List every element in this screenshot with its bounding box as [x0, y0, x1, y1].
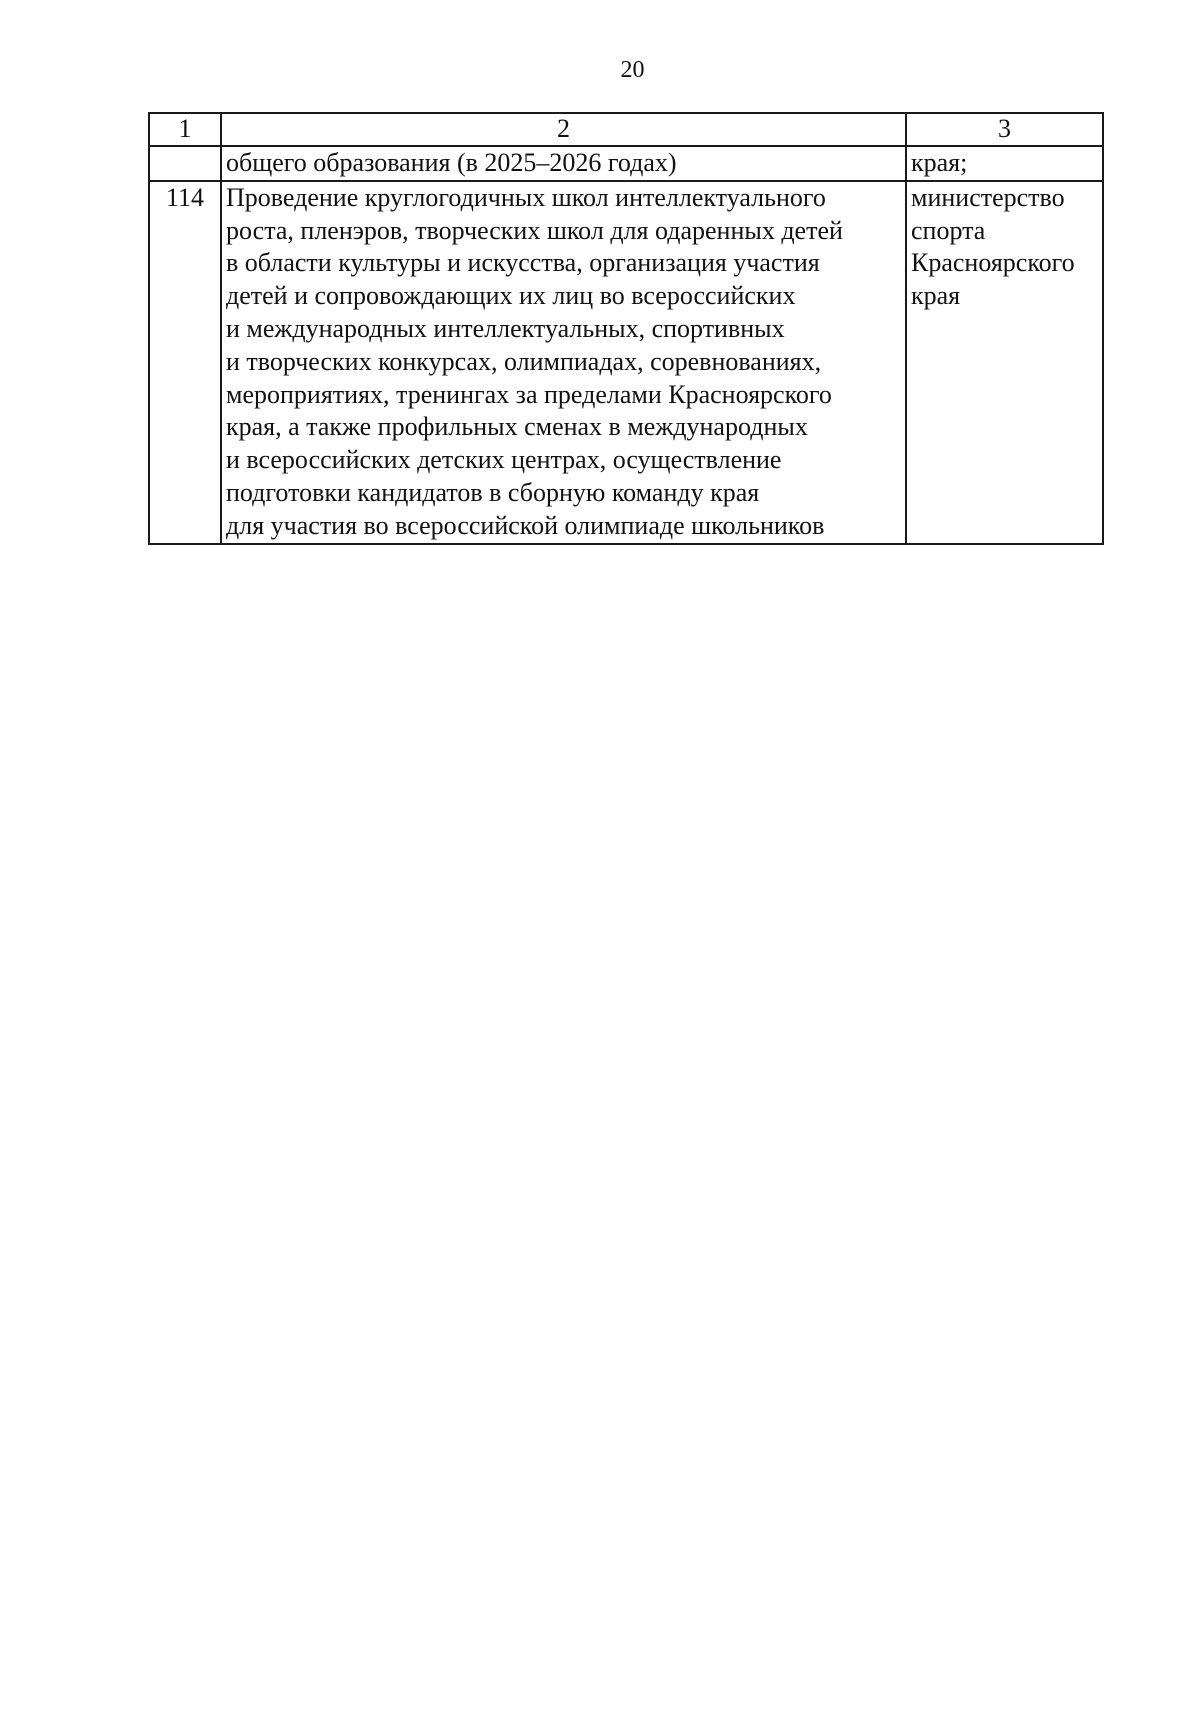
- description-line: мероприятиях, тренингах за пределами Красноярского: [226, 379, 832, 409]
- description-line: и творческих конкурсах, олимпиадах, соревнованиях,: [226, 346, 822, 376]
- executor-line: края;: [911, 148, 968, 177]
- description-line: и всероссийских детских центрах, осуществление: [226, 445, 782, 475]
- description-line: Проведение круглогодичных школ интеллектуального: [226, 182, 826, 212]
- page-number: 20: [620, 57, 645, 83]
- row-description: [221, 146, 906, 181]
- executor-line: спорта: [911, 215, 986, 245]
- description-line: в области культуры и искусства, организация участия: [226, 248, 820, 278]
- row-description: [221, 181, 906, 544]
- executor-line: Красноярского: [911, 248, 1075, 278]
- row-number: 114: [149, 181, 221, 544]
- row-executor: [906, 146, 1103, 181]
- row-number: [149, 146, 221, 181]
- description-line: для участия во всероссийской олимпиаде школьников: [226, 510, 825, 540]
- description-line: роста, пленэров, творческих школ для одаренных детей: [226, 215, 843, 245]
- table-row: [149, 181, 1103, 544]
- description-line: детей и сопровождающих их лиц во всероссийских: [226, 281, 796, 311]
- document-table: [148, 112, 1104, 545]
- column-header-number: 1: [149, 113, 221, 146]
- description-line: края, а также профильных сменах в международных: [226, 412, 808, 442]
- row-executor: [906, 181, 1103, 544]
- table-row: [149, 146, 1103, 181]
- table-header-row: [149, 113, 1103, 146]
- column-header-description: 2: [221, 113, 906, 146]
- description-line: подготовки кандидатов в сборную команду края: [226, 477, 760, 507]
- description-line: общего образования (в 2025–2026 годах): [226, 148, 677, 177]
- description-line: и международных интеллектуальных, спортивных: [226, 313, 785, 343]
- executor-line: края: [911, 281, 961, 311]
- column-header-executor: 3: [906, 113, 1103, 146]
- executor-line: министерство: [911, 182, 1065, 212]
